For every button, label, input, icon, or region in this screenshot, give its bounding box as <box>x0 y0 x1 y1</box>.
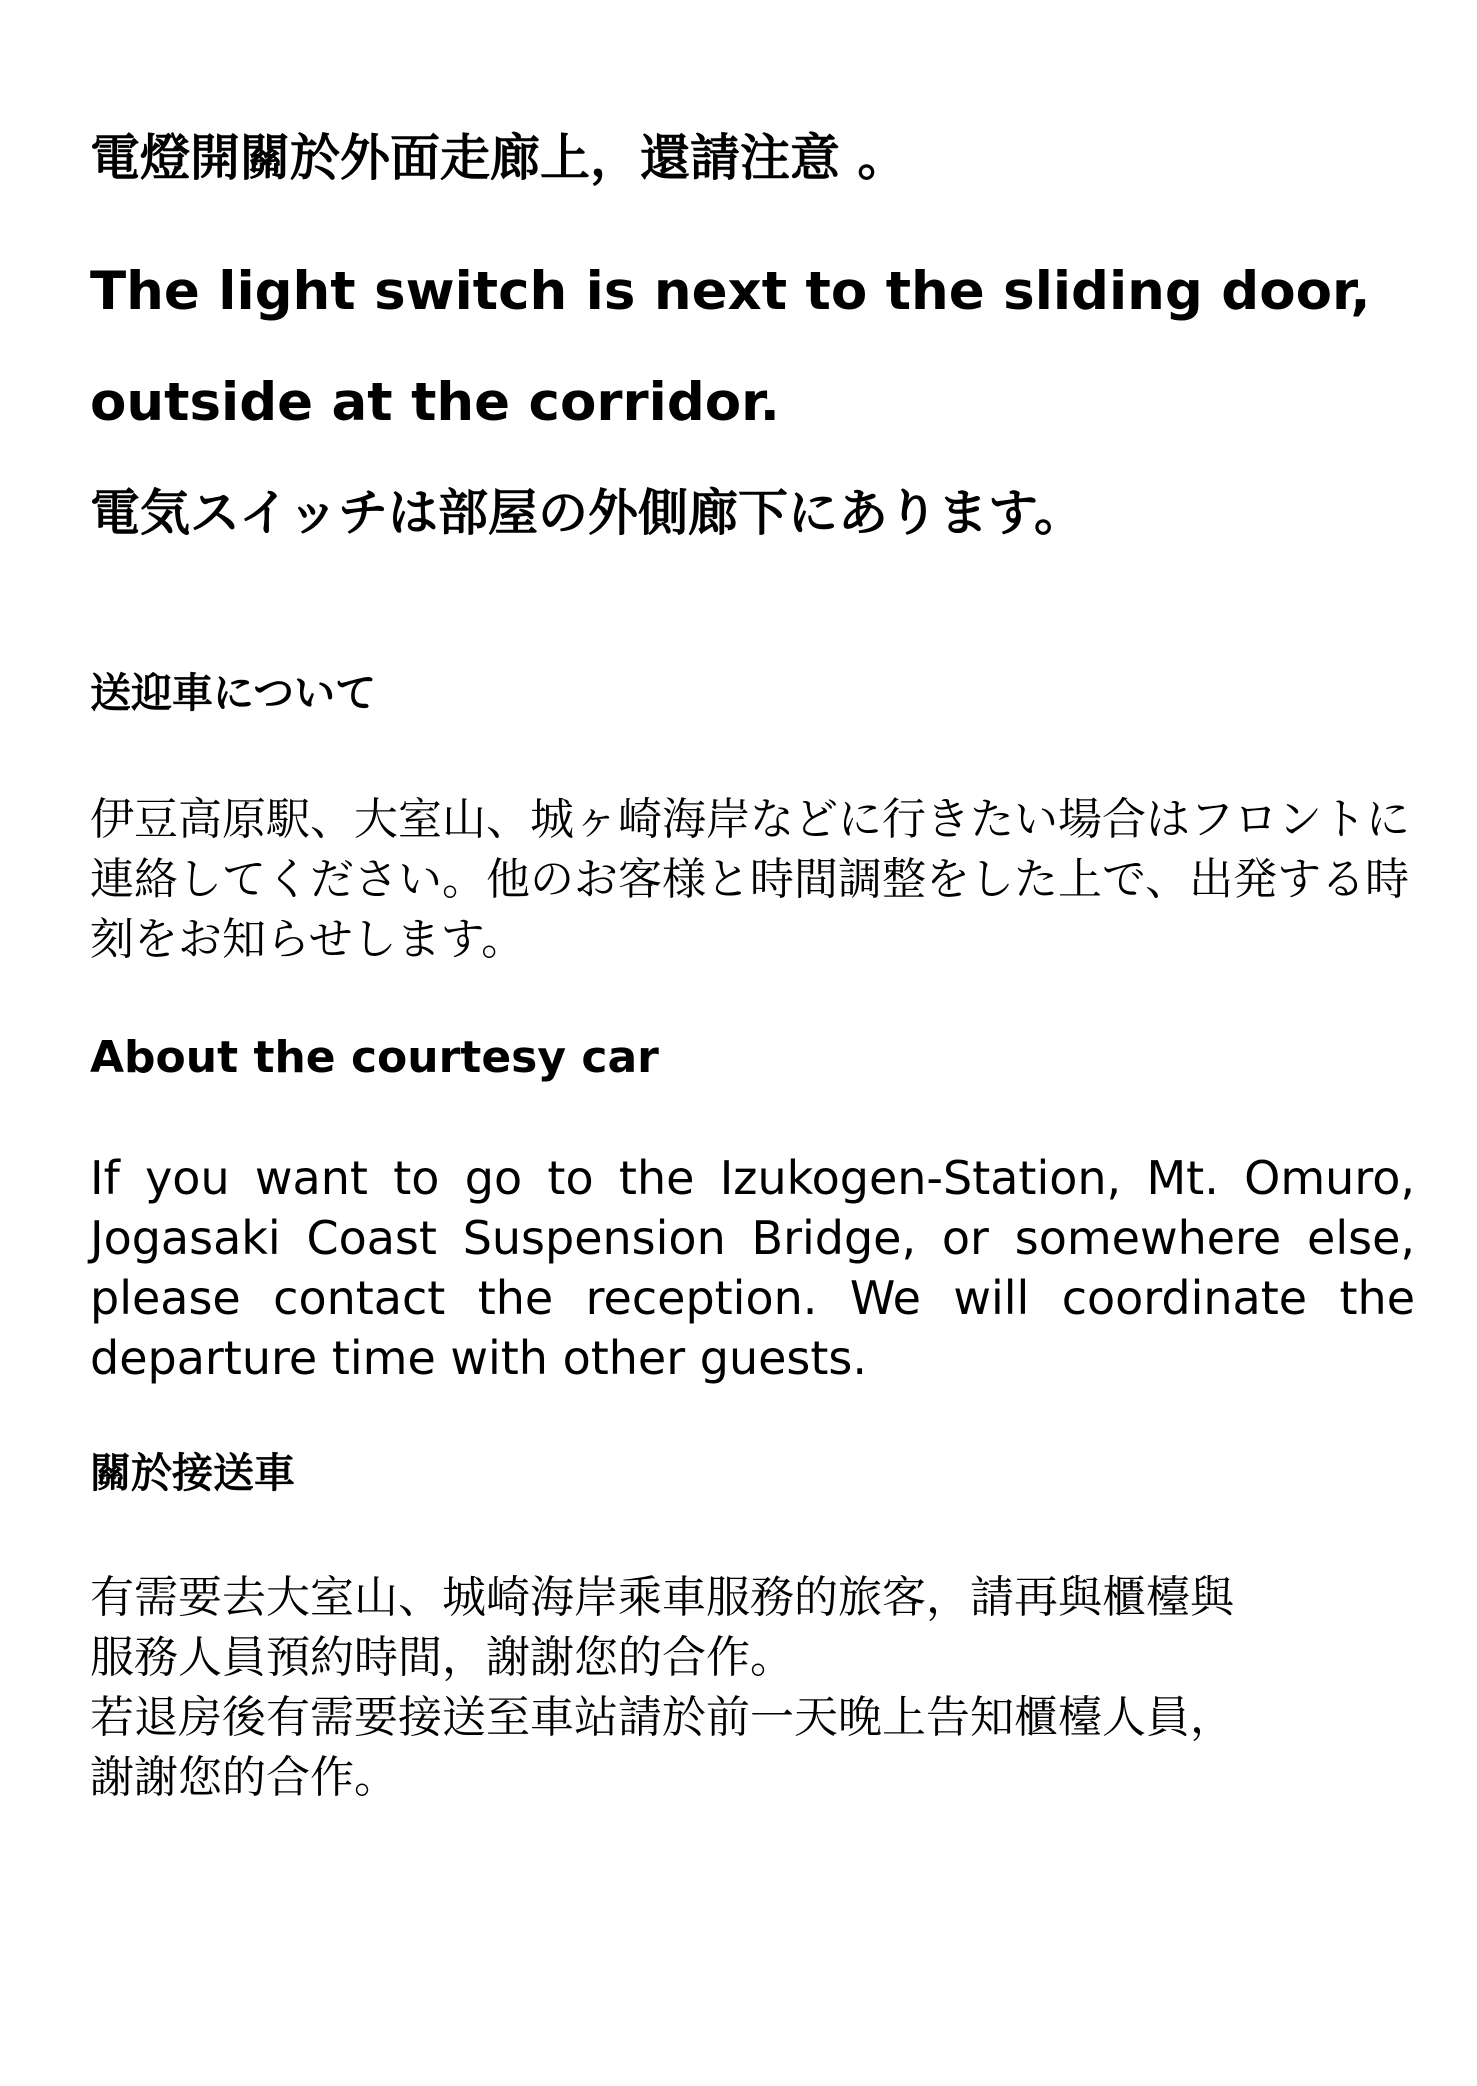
courtesy-car-body-japanese-line: 伊豆高原駅、大室山、城ヶ崎海岸などに行きたい場合はフロントに <box>90 794 1410 845</box>
courtesy-car-heading-english: About the courtesy car <box>90 1032 659 1083</box>
courtesy-car-body-japanese-line: 連絡してください。他のお客様と時間調整をした上で、出発する時 <box>90 854 1410 905</box>
courtesy-car-body-english: If you want to go to the Izukogen-Station, Mt. Omuro, Jogasaki Coast Suspension Bridge, or somewhere else, please contact the reception. We will coordinate the departure time with other guests. <box>90 1151 1415 1385</box>
courtesy-car-body-chinese-line: 服務人員預約時間，謝謝您的合作。 <box>90 1632 794 1683</box>
light-switch-notice-japanese: 電気スイッチは部屋の外側廊下にあります。 <box>90 484 1084 542</box>
courtesy-car-heading-chinese: 關於接送車 <box>90 1449 295 1497</box>
light-switch-notice-english-line-1: The light switch is next to the sliding door, <box>90 261 1371 322</box>
courtesy-car-body-chinese <box>90 1568 1410 1808</box>
light-switch-notice-chinese: 電燈開關於外面走廊上，還請注意 。 <box>90 129 908 187</box>
courtesy-car-body-chinese-line: 若退房後有需要接送至車站請於前一天晚上告知櫃檯人員， <box>90 1692 1234 1743</box>
courtesy-car-body-chinese-line: 有需要去大室山、城崎海岸乘車服務的旅客，請再與櫃檯與 <box>90 1572 1234 1623</box>
courtesy-car-body-japanese-line: 刻をお知らせします。 <box>90 914 526 965</box>
courtesy-car-body-japanese <box>90 790 1410 970</box>
light-switch-notice-english-line-2: outside at the corridor. <box>90 372 780 433</box>
courtesy-car-heading-japanese: 送迎車について <box>90 669 377 717</box>
courtesy-car-body-chinese-line: 謝謝您的合作。 <box>90 1752 398 1803</box>
